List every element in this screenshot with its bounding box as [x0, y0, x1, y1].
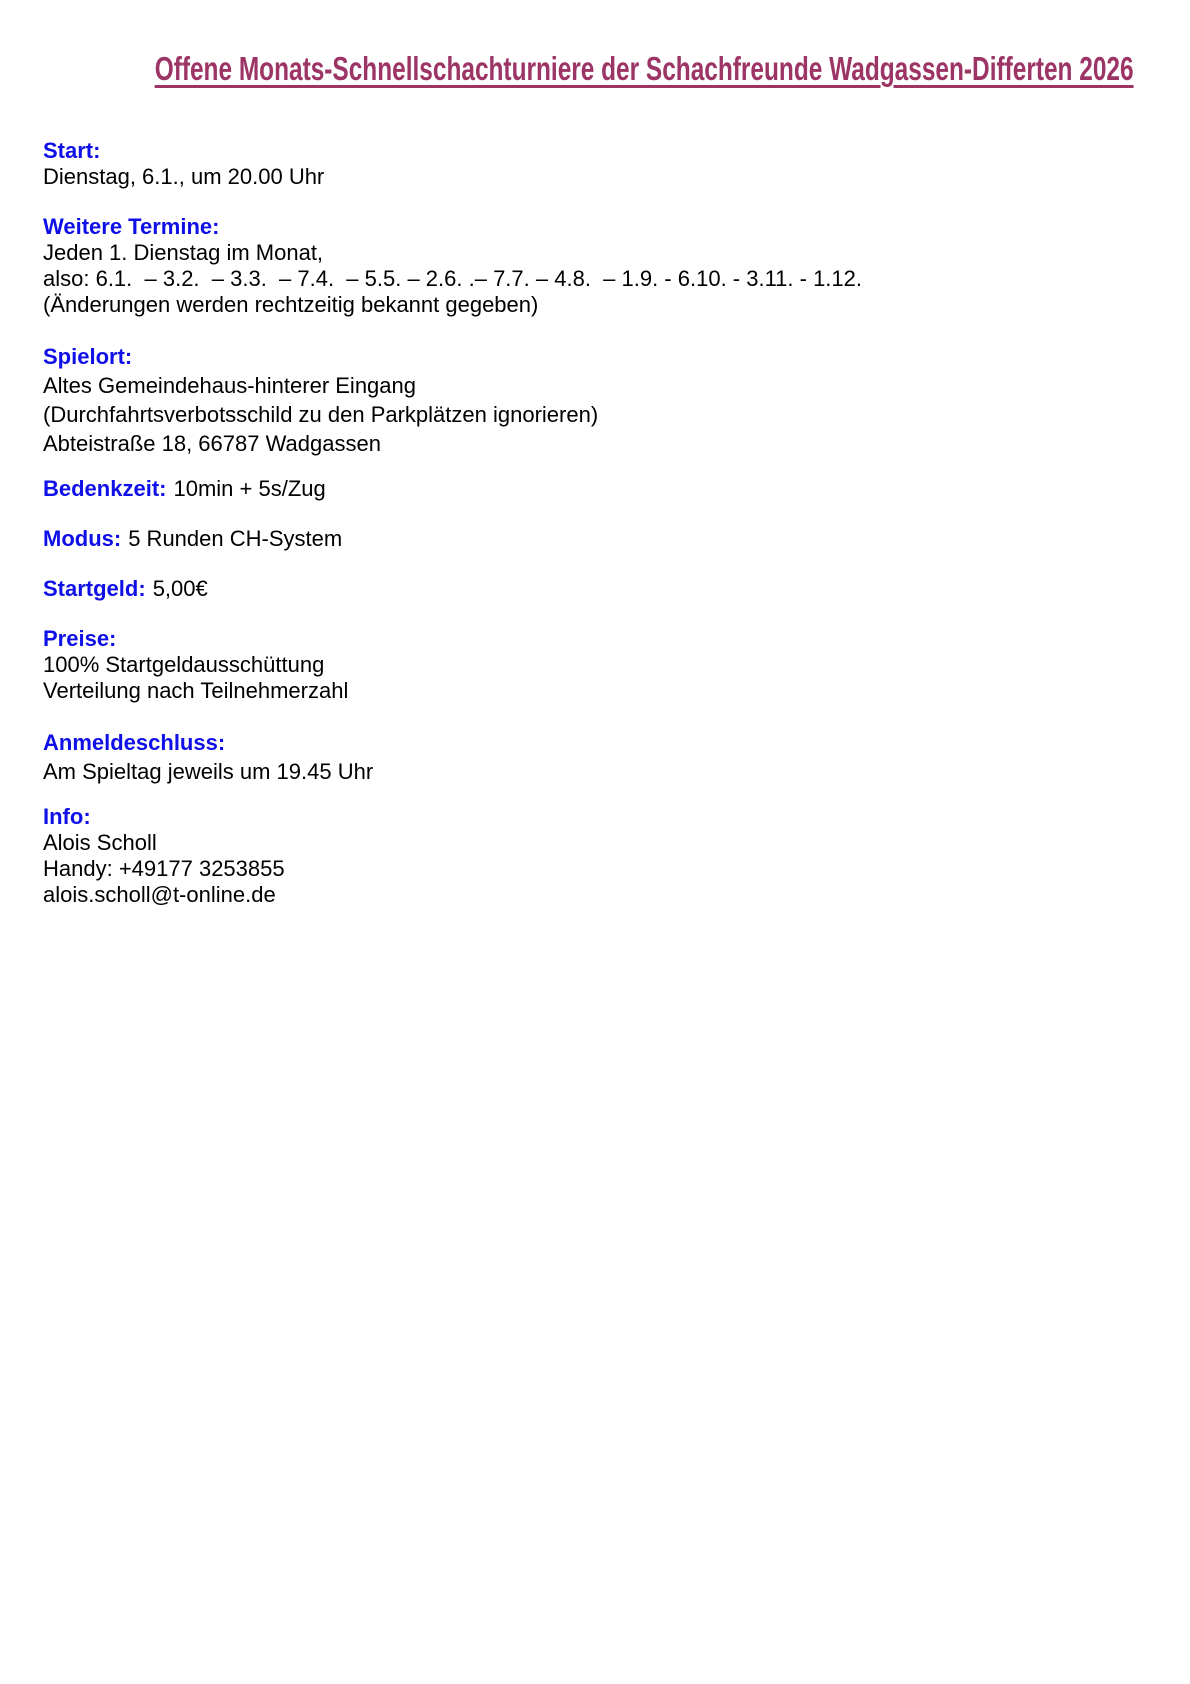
section-weitere-termine: [43, 214, 1160, 318]
startgeld-row: [43, 576, 1160, 602]
section-modus-heading: Modus:: [43, 526, 122, 551]
section-modus: [43, 526, 1160, 552]
section-preise: [43, 626, 1160, 704]
termine-note-text: (Änderungen werden rechtzeitig bekannt gegeben): [43, 292, 539, 317]
spielort-parking-note-text: (Durchfahrtsverbotsschild zu den Parkplätzen ignorieren): [43, 402, 599, 427]
modus-value-text: 5 Runden CH-System: [128, 526, 343, 551]
section-startgeld: [43, 576, 1160, 602]
modus-row: [43, 526, 1160, 552]
bedenkzeit-row: [43, 476, 1160, 502]
contact-email-text: alois.scholl@t-online.de: [43, 882, 276, 907]
section-anmeldeschluss: [43, 728, 1160, 786]
contact-phone-text: Handy: +49177 3253855: [43, 856, 285, 881]
spielort-venue-text: Altes Gemeindehaus-hinterer Eingang: [43, 373, 417, 398]
startgeld-value-text: 5,00€: [152, 576, 208, 601]
section-start-heading: Start:: [43, 138, 101, 163]
termine-frequency-text: Jeden 1. Dienstag im Monat,: [43, 240, 324, 265]
section-info: [43, 804, 1160, 908]
bedenkzeit-value-text: 10min + 5s/Zug: [173, 476, 326, 501]
section-spielort: [43, 342, 1160, 458]
page-title: Offene Monats-Schnellschachturniere der Schachfreunde Wadgassen-Differten 2026: [154, 50, 1134, 87]
preise-distribution-text: Verteilung nach Teilnehmerzahl: [43, 678, 349, 703]
section-bedenkzeit: [43, 476, 1160, 502]
section-bedenkzeit-heading: Bedenkzeit:: [43, 476, 167, 501]
section-info-heading: Info:: [43, 804, 91, 829]
section-start: [43, 138, 1160, 190]
termine-dates-text: also: 6.1. – 3.2. – 3.3. – 7.4. – 5.5. – 2.6. .– 7.7. – 4.8. – 1.9. - 6.10. - 3.11. - 1.12.: [43, 266, 863, 291]
document-body: [43, 138, 1160, 932]
spielort-address-text: Abteistraße 18, 66787 Wadgassen: [43, 431, 381, 456]
preise-payout-text: 100% Startgeldausschüttung: [43, 652, 325, 677]
section-preise-heading: Preise:: [43, 626, 117, 651]
section-startgeld-heading: Startgeld:: [43, 576, 146, 601]
start-datetime-text: Dienstag, 6.1., um 20.00 Uhr: [43, 164, 325, 189]
section-spielort-heading: Spielort:: [43, 344, 133, 369]
anmeldeschluss-time-text: Am Spieltag jeweils um 19.45 Uhr: [43, 759, 374, 784]
section-weitere-termine-heading: Weitere Termine:: [43, 214, 220, 239]
contact-name-text: Alois Scholl: [43, 830, 157, 855]
section-anmeldeschluss-heading: Anmeldeschluss:: [43, 730, 226, 755]
